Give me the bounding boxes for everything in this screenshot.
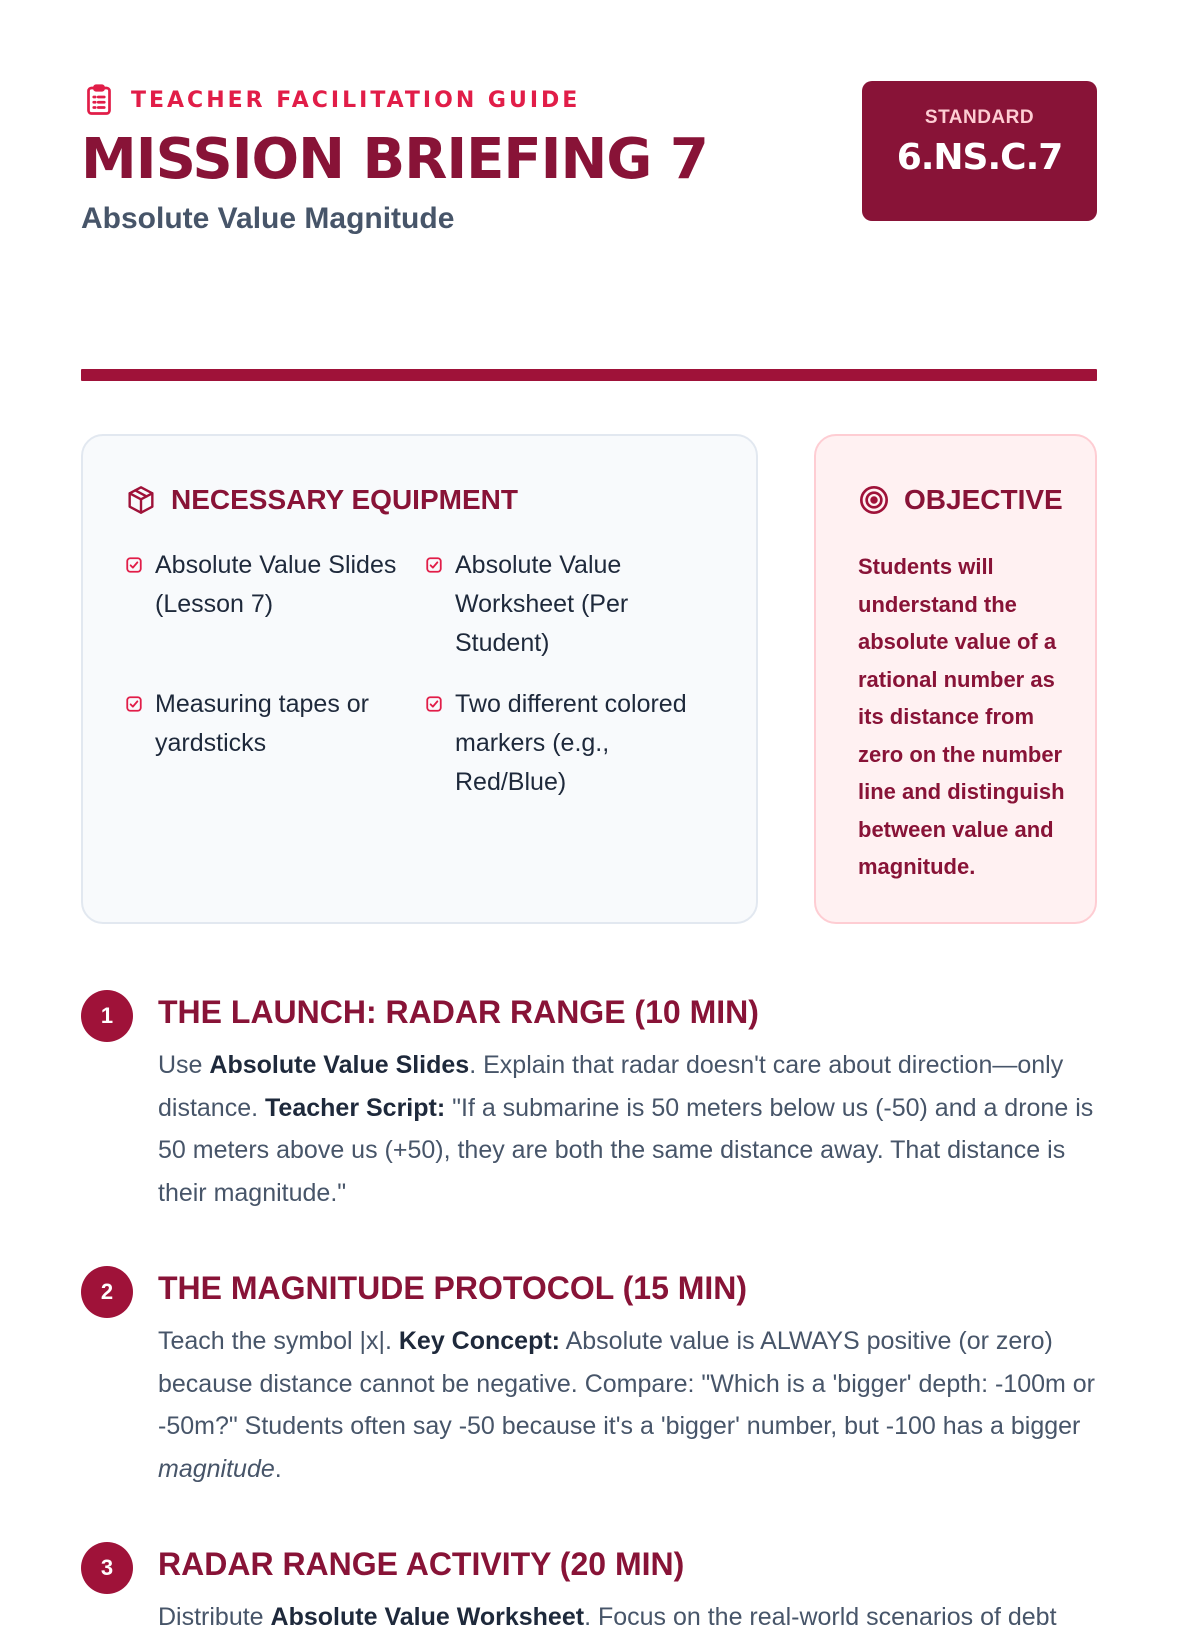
step-body-emphasis: Key Concept: [398, 1327, 561, 1355]
step-1 [81, 990, 1097, 1214]
clipboard-list-icon [81, 82, 117, 118]
step-number-badge: 1 [81, 990, 133, 1042]
lesson-steps [81, 990, 1097, 1639]
standard-badge [862, 81, 1097, 221]
step-body-text: . Focus on the real-world scenarios of debt [584, 1603, 1057, 1631]
step-3 [81, 1542, 1097, 1639]
step-body-text: . [274, 1454, 282, 1483]
step-number-badge: 3 [81, 1542, 133, 1594]
checkbox-icon [425, 695, 443, 713]
equipment-card [81, 434, 758, 924]
checkbox-icon [425, 556, 443, 574]
objective-card-header [858, 482, 1065, 518]
step-body-text: Teach the symbol |x|. [158, 1327, 399, 1355]
equipment-item-label: Two different colored markers (e.g., Red/Blue) [455, 690, 687, 796]
step-body-text: . Explain that radar doesn't care about direction—only distance. [158, 1051, 1064, 1122]
page-subtitle: Absolute Value Magnitude [81, 202, 455, 235]
step-body [158, 1596, 1097, 1639]
equipment-card-header [125, 482, 714, 518]
equipment-item-label: Absolute Value Slides (Lesson 7) [155, 551, 397, 618]
step-body-emphasis: Absolute Value Slides [209, 1051, 470, 1079]
step-title: THE MAGNITUDE PROTOCOL (15 MIN) [158, 1270, 748, 1306]
step-body-text: Absolute value is ALWAYS positive (or zero) because distance cannot be negative. Compare: "Which is a 'bigger' depth: -100m or -50m?" Students often say -50 because it's a 'bigger' number, but -100 has a bigger [158, 1327, 1096, 1440]
package-icon [125, 484, 157, 516]
step-body [158, 1044, 1097, 1214]
step-title: RADAR RANGE ACTIVITY (20 MIN) [158, 1546, 685, 1582]
step-body-emphasis: Teacher Script: [265, 1093, 446, 1122]
header-divider [81, 369, 1097, 381]
page-title: MISSION BRIEFING 7 [81, 127, 708, 192]
objective-text: Students will understand the absolute value of a rational number as its distance from zero on the number line and distinguish between value and magnitude. [858, 554, 1065, 879]
target-icon [858, 484, 890, 516]
guide-header [81, 80, 1097, 310]
equipment-item-label: Absolute Value Worksheet (Per Student) [455, 551, 629, 657]
standard-code: 6.NS.C.7 [896, 137, 1063, 178]
step-body-text: Use [158, 1051, 210, 1079]
info-cards [81, 434, 1097, 924]
eyebrow-label: TEACHER FACILITATION GUIDE [131, 87, 581, 113]
equipment-item [425, 546, 715, 663]
equipment-item [125, 546, 425, 663]
equipment-title: NECESSARY EQUIPMENT [171, 484, 518, 515]
step-body-text: Distribute [158, 1603, 271, 1631]
equipment-item [425, 685, 715, 802]
objective-card [814, 434, 1097, 924]
equipment-list [125, 546, 714, 802]
equipment-item-label: Measuring tapes or yardsticks [155, 690, 370, 757]
step-body [158, 1320, 1097, 1490]
checkbox-icon [125, 556, 143, 574]
step-title: THE LAUNCH: RADAR RANGE (10 MIN) [158, 994, 759, 1030]
checkbox-icon [125, 695, 143, 713]
equipment-item [125, 685, 425, 802]
step-body-italic: magnitude [158, 1454, 275, 1483]
standard-label: STANDARD [924, 107, 1035, 128]
objective-title: OBJECTIVE [904, 484, 1063, 515]
step-body-text: "If a submarine is 50 meters below us (-50) and a drone is 50 meters above us (+50), they are both the same distance away. That distance is their magnitude." [158, 1093, 1094, 1207]
step-2 [81, 1266, 1097, 1490]
step-body-emphasis: Absolute Value Worksheet [270, 1603, 585, 1631]
step-number-badge: 2 [81, 1266, 133, 1318]
